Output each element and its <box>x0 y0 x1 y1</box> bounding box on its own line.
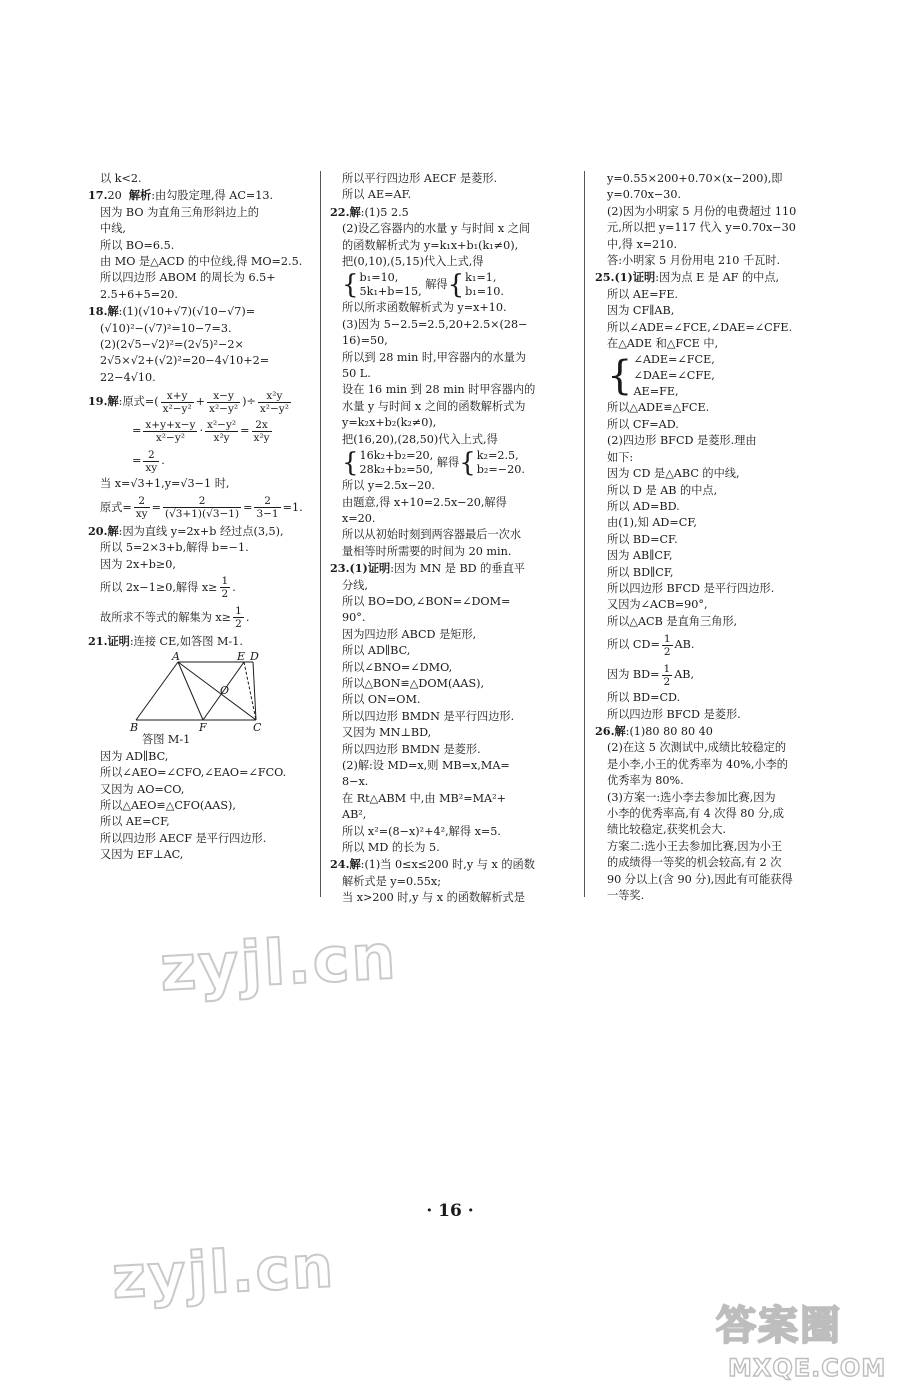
text-line: 元,所以把 y=117 代入 y=0.70x−30 <box>607 221 796 235</box>
text-line: :因为 MN 是 BD 的垂直平 <box>390 562 525 576</box>
operator: )÷ <box>242 395 256 409</box>
denominator: x²−y² <box>259 402 289 415</box>
text-line: (2)设乙容器内的水量 y 与时间 x 之间 <box>342 222 531 236</box>
segment-AB <box>136 662 178 720</box>
operator: = <box>132 424 142 438</box>
operator: = <box>132 454 142 468</box>
operator: = <box>240 424 250 438</box>
text-line: 所以 2x−1≥0,解得 x≥ <box>100 580 218 594</box>
answer-label: 证明 <box>107 633 130 648</box>
equation: AE=FE, <box>633 385 679 399</box>
numerator: x+y <box>161 390 194 403</box>
text-line: 所以四边形 BFCD 是平行四边形. <box>607 581 775 595</box>
text-line: 又因为 EF⊥AC, <box>100 848 184 862</box>
brace: { <box>342 448 359 479</box>
text-line: 所以平行四边形 AECF 是菱形. <box>342 172 498 185</box>
text-line: (2)四边形 BFCD 是菱形.理由 <box>607 434 757 448</box>
text-line: 90°. <box>342 611 366 625</box>
numerator: x−y <box>207 390 240 403</box>
text-line: 又因为 AO=CO, <box>100 782 185 796</box>
text-line: 又因为 MN⊥BD, <box>342 726 432 740</box>
numerator: 2x <box>252 419 272 432</box>
punctuation: . <box>161 454 165 468</box>
denominator: 2 <box>235 618 242 631</box>
fraction <box>205 419 238 444</box>
text-line: :(1)(√10+√7)(√10−√7)= <box>118 305 256 319</box>
denominator: xy <box>145 461 158 474</box>
denominator: x²−y² <box>209 402 239 415</box>
text-line: 是小李,小王的优秀率为 40%,小李的 <box>607 757 788 771</box>
fraction <box>220 575 231 600</box>
column-left <box>88 171 316 864</box>
fraction <box>662 633 673 658</box>
text-line: 绩比较稳定,获奖机会大. <box>607 823 726 837</box>
text-line: 以 k<2. <box>100 172 142 185</box>
text-line: =1. <box>282 500 303 514</box>
geometry-figure <box>128 652 268 732</box>
denominator: 2 <box>663 645 671 658</box>
text-line: 解得 <box>425 278 448 292</box>
text-line: 水量 y 与时间 x 之间的函数解析式为 <box>342 399 526 413</box>
equation-system <box>595 352 827 400</box>
question-number: 24. <box>330 857 350 872</box>
label-C: C <box>253 721 262 733</box>
watermark-logo: 答案圈 <box>716 1303 842 1349</box>
text-line: 所以 BO=DO,∠BON=∠DOM= <box>342 594 511 608</box>
watermark-url: MXQE.COM <box>728 1354 887 1382</box>
text-line: 所以△BON≌△DOM(AAS), <box>342 676 485 690</box>
question-number: 25. <box>595 270 615 285</box>
numerator: 2 <box>254 495 280 508</box>
text-line: 设在 16 min 到 28 min 时甲容器内的 <box>342 383 536 397</box>
text-line: 所以所求函数解析式为 y=x+10. <box>342 301 507 315</box>
equation-system <box>330 270 580 300</box>
watermark: zyjl.cn <box>158 919 400 1006</box>
text-line: 解析式是 y=0.55x; <box>342 874 441 888</box>
text-line: 16)=50, <box>342 334 388 348</box>
column-right <box>595 171 827 904</box>
text-line: 因为 AB∥CF, <box>607 549 673 563</box>
question-number: 26. <box>595 723 615 738</box>
text-line: 把(16,20),(28,50)代入上式,得 <box>342 432 498 446</box>
punctuation: . <box>232 580 236 594</box>
text-line: 一等奖. <box>607 889 645 903</box>
text-line: 所以从初始时刻到两容器最后一次水 <box>342 528 522 542</box>
text-line: 所以 x²=(8−x)²+4²,解得 x=5. <box>342 824 501 838</box>
text-line: 所以四边形 BMDN 是菱形. <box>342 742 481 756</box>
text-line: 故所求不等式的解集为 x≥ <box>100 610 232 624</box>
text-line: :(1)5 2.5 <box>360 205 409 219</box>
numerator: 2 <box>134 495 150 508</box>
denominator: xy <box>135 508 148 521</box>
page-number: · 16 · <box>426 1201 474 1221</box>
fraction <box>207 390 240 415</box>
text-line: 所以 CD= <box>607 638 660 652</box>
watermark: zyjl.cn <box>110 1232 337 1312</box>
segment-AC <box>178 662 256 720</box>
numerator: x²−y² <box>207 418 237 431</box>
answer-label: (1)证明 <box>614 270 656 285</box>
answer-label: 解析 <box>128 188 152 203</box>
answer-label: 解 <box>349 204 361 219</box>
label-D: D <box>250 652 259 664</box>
text-line: 所以 MD 的长为 5. <box>342 841 440 855</box>
denominator: x²−y² <box>162 402 192 415</box>
answer-26 <box>595 723 827 904</box>
text-line: 由 MO 是△ACD 的中位线,得 MO=2.5. <box>100 255 303 269</box>
text-line: 所以 AE=CF, <box>100 815 170 829</box>
operator: = <box>151 500 161 514</box>
fraction <box>254 495 280 520</box>
answer-label: 解 <box>349 857 361 872</box>
text-line: 所以△ACB 是直角三角形, <box>607 614 738 628</box>
text-line: AB, <box>674 668 695 682</box>
text-line: :原式= <box>118 395 155 409</box>
answer-19 <box>88 386 316 522</box>
text-line: 在△ADE 和△FCE 中, <box>607 337 719 351</box>
paren: ( <box>154 395 159 409</box>
question-number: 17. <box>88 188 108 203</box>
brace: { <box>459 448 476 479</box>
text-line: 所以 BD=CF. <box>607 532 678 546</box>
text-line: 中,得 x=210. <box>607 237 678 251</box>
text-line: 所以 y=2.5x−20. <box>342 479 435 493</box>
fraction <box>258 390 291 415</box>
numerator: x²y <box>258 390 291 403</box>
brace: { <box>607 353 633 400</box>
answer-22 <box>330 204 580 560</box>
numerator: 1 <box>663 632 671 645</box>
text-line: y=0.70x−30. <box>607 188 682 202</box>
text-line: 因为 CD 是△ABC 的中线, <box>607 467 740 481</box>
label-B: B <box>130 721 139 733</box>
text-line: 所以四边形 BMDN 是平行四边形. <box>342 709 515 723</box>
answer-label: 解 <box>107 523 119 538</box>
equation-system <box>330 448 580 478</box>
text-line: 所以 ON=OM. <box>342 693 421 707</box>
answer-label: 解 <box>107 304 119 319</box>
text-line: (√10)²−(√7)²=10−7=3. <box>100 321 232 335</box>
text-line: 所以四边形 BFCD 是菱形. <box>607 707 741 721</box>
fraction <box>163 495 241 520</box>
equation: 16k₂+b₂=20, <box>359 449 434 463</box>
text-line: :由勾股定理,得 AC=13. <box>151 189 274 203</box>
text-line: 量相等时所需要的时间为 20 min. <box>342 544 512 558</box>
question-number: 18. <box>88 304 108 319</box>
question-number: 21. <box>88 633 108 648</box>
text-line: 所以四边形 AECF 是平行四边形. <box>100 831 267 845</box>
question-number: 23. <box>330 561 350 576</box>
fraction <box>143 449 159 474</box>
text-line: 所以到 28 min 时,甲容器内的水量为 <box>342 350 527 364</box>
text-line: 原式= <box>100 500 132 514</box>
numerator: 1 <box>663 662 671 675</box>
column-middle <box>330 171 580 907</box>
text-line: 所以 AD=BD. <box>607 499 680 513</box>
label-A: A <box>172 652 180 664</box>
text-line: 由题意,得 x+10=2.5x−20,解得 <box>342 495 507 509</box>
text-line: 所以∠AEO=∠CFO,∠EAO=∠FCO. <box>100 766 287 780</box>
text-line: (3)方案一:选小李去参加比赛,因为 <box>607 790 776 804</box>
numerator: 2 <box>163 495 241 508</box>
text-line: 解得 <box>436 456 460 470</box>
numerator: x+y+x−y <box>145 418 196 431</box>
equation: k₂=2.5, <box>476 449 519 463</box>
column-divider-1 <box>320 171 321 897</box>
equation: b₁=10. <box>465 285 504 299</box>
denominator: 2 <box>663 675 671 688</box>
text-line: 2.5+6+5=20. <box>100 287 178 301</box>
equation: ∠DAE=∠CFE, <box>633 369 715 383</box>
text-line: 所以 CF=AD. <box>607 417 679 431</box>
label-E: E <box>237 652 246 664</box>
text-line: (2)在这 5 次测试中,成绩比较稳定的 <box>607 741 787 755</box>
text-line: y=k₂x+b₂(k₂≠0), <box>342 416 437 430</box>
text-line: 所以 AE=AF. <box>342 188 412 202</box>
question-number: 20. <box>88 523 108 538</box>
text-line: (2)(2√5−√2)²=(2√5)²−2× <box>100 338 244 352</box>
text-line: 方案二:选小王去参加比赛,因为小王 <box>607 839 783 853</box>
text-line: 所以△AEO≌△CFO(AAS), <box>100 798 236 812</box>
answer-20 <box>88 523 316 633</box>
text-line: 分线, <box>342 578 368 592</box>
text-line: (3)因为 5−2.5=2.5,20+2.5×(28− <box>342 317 528 331</box>
answer-21 <box>88 633 316 864</box>
punctuation: . <box>245 610 250 624</box>
answer-25 <box>595 269 827 723</box>
text-line: 所以 D 是 AB 的中点, <box>607 483 718 497</box>
fraction <box>233 605 244 630</box>
text-line: (2)解:设 MD=x,则 MB=x,MA= <box>342 759 510 772</box>
equation: ∠ADE=∠FCE, <box>633 353 715 367</box>
text-line: 的函数解析式为 y=k₁x+b₁(k₁≠0), <box>342 238 519 252</box>
denominator: x²y <box>213 431 230 444</box>
equation: k₁=1, <box>465 271 497 285</box>
fraction <box>662 663 673 688</box>
text-line: 因为四边形 ABCD 是矩形, <box>342 627 477 641</box>
equation: b₁=10, <box>359 271 399 285</box>
fraction <box>161 390 194 415</box>
label-O: O <box>220 684 230 698</box>
equation: 28k₂+b₂=50, <box>359 463 434 477</box>
answer-24 <box>330 856 580 906</box>
text-line: :因为点 E 是 AF 的中点, <box>655 271 780 285</box>
numerator: 1 <box>235 605 242 618</box>
text-line: 当 x=√3+1,y=√3−1 时, <box>100 477 230 491</box>
fraction <box>134 495 150 520</box>
text-line: 2√5×√2+(√2)²=20−4√10+2= <box>100 354 270 368</box>
text-line: 所以∠BNO=∠DMO, <box>342 660 453 674</box>
text-line: x=20. <box>342 511 376 525</box>
text-line: y=0.55×200+0.70×(x−200),即 <box>607 172 783 185</box>
fraction <box>143 419 197 444</box>
answer-label: 解 <box>107 394 119 409</box>
text-line: 因为 AD∥BC, <box>100 749 169 763</box>
text-line: 的成绩得一等奖的机会较高,有 2 次 <box>607 856 782 870</box>
equation: b₂=−20. <box>476 463 525 477</box>
text-line: :连接 CE,如答图 M-1. <box>129 634 243 648</box>
text-line: 因为 BO 为直角三角形斜边上的 <box>100 205 259 219</box>
denominator: x²−y² <box>155 431 185 444</box>
brace: { <box>342 270 359 301</box>
answer-17 <box>88 187 316 303</box>
text-line: (2)因为小明家 5 月份的电费超过 110 <box>607 204 797 218</box>
operator: · <box>199 424 204 438</box>
answer-23 <box>330 560 580 856</box>
label-F: F <box>199 721 207 733</box>
text-line: 中线, <box>100 222 126 236</box>
figure-caption: 答图 M-1 <box>142 733 191 747</box>
text-line: 因为 CF∥AB, <box>607 304 675 318</box>
answer-value: 20 <box>107 189 122 203</box>
equation: 5k₁+b=15, <box>359 285 422 299</box>
text-line: 所以 BD=CD. <box>607 691 681 705</box>
denominator: (√3+1)(√3−1) <box>164 508 240 521</box>
text-line: :(1)80 80 80 40 <box>625 724 713 738</box>
text-line: 由(1),知 AD=CF, <box>607 516 697 530</box>
text-line: 在 Rt△ABM 中,由 MB²=MA²+ <box>342 791 506 805</box>
text-line: 90 分以上(含 90 分),因此有可能获得 <box>607 872 793 886</box>
text-line: 如下: <box>607 450 634 464</box>
answer-label: 解 <box>614 723 626 738</box>
text-line: AB², <box>342 808 367 822</box>
answer-label: (1)证明 <box>349 561 391 576</box>
text-line: 所以 BD∥CF, <box>607 565 674 579</box>
text-line: 所以 AE=FE. <box>607 287 679 301</box>
question-number: 19. <box>88 394 108 409</box>
operator: + <box>195 395 206 409</box>
numerator: 1 <box>221 575 229 588</box>
text-line: 所以 5=2×3+b,解得 b=−1. <box>100 541 249 555</box>
text-line: 因为 2x+b≥0, <box>100 557 176 571</box>
text-line: 把(0,10),(5,15)代入上式,得 <box>342 255 484 269</box>
text-line: 答:小明家 5 月份用电 210 千瓦时. <box>607 254 781 268</box>
text-line: 22−4√10. <box>100 370 156 384</box>
text-line: :(1)当 0≤x≤200 时,y 与 x 的函数 <box>360 858 535 872</box>
fraction <box>252 419 272 444</box>
brace: { <box>447 270 465 301</box>
text-line: 因为 BD= <box>607 668 660 682</box>
text-line: 50 L. <box>342 367 371 381</box>
column-divider-2 <box>584 171 585 897</box>
operator: = <box>243 500 253 514</box>
text-line: 所以 BO=6.5. <box>100 238 175 252</box>
answer-18 <box>88 303 316 386</box>
text-line: AB. <box>674 638 695 652</box>
numerator: 2 <box>143 449 159 462</box>
denominator: 3−1 <box>256 508 279 521</box>
text-line: 所以 AD∥BC, <box>342 644 411 658</box>
text-line: 所以△ADE≌△FCE. <box>607 401 710 415</box>
text-line: :因为直线 y=2x+b 经过点(3,5), <box>118 524 284 538</box>
text-line: 所以四边形 ABOM 的周长为 6.5+ <box>100 271 276 285</box>
text-line: 小李的优秀率高,有 4 次得 80 分,成 <box>607 807 784 820</box>
denominator: x²y <box>253 431 270 444</box>
question-number: 22. <box>330 204 350 219</box>
text-line: 8−x. <box>342 775 369 789</box>
text-line: 又因为∠ACB=90°, <box>607 598 708 612</box>
text-line: 所以∠ADE=∠FCE,∠DAE=∠CFE. <box>607 320 793 334</box>
text-line: 优秀率为 80%. <box>607 774 684 788</box>
text-line: 当 x>200 时,y 与 x 的函数解析式是 <box>342 891 525 905</box>
denominator: 2 <box>221 588 229 601</box>
